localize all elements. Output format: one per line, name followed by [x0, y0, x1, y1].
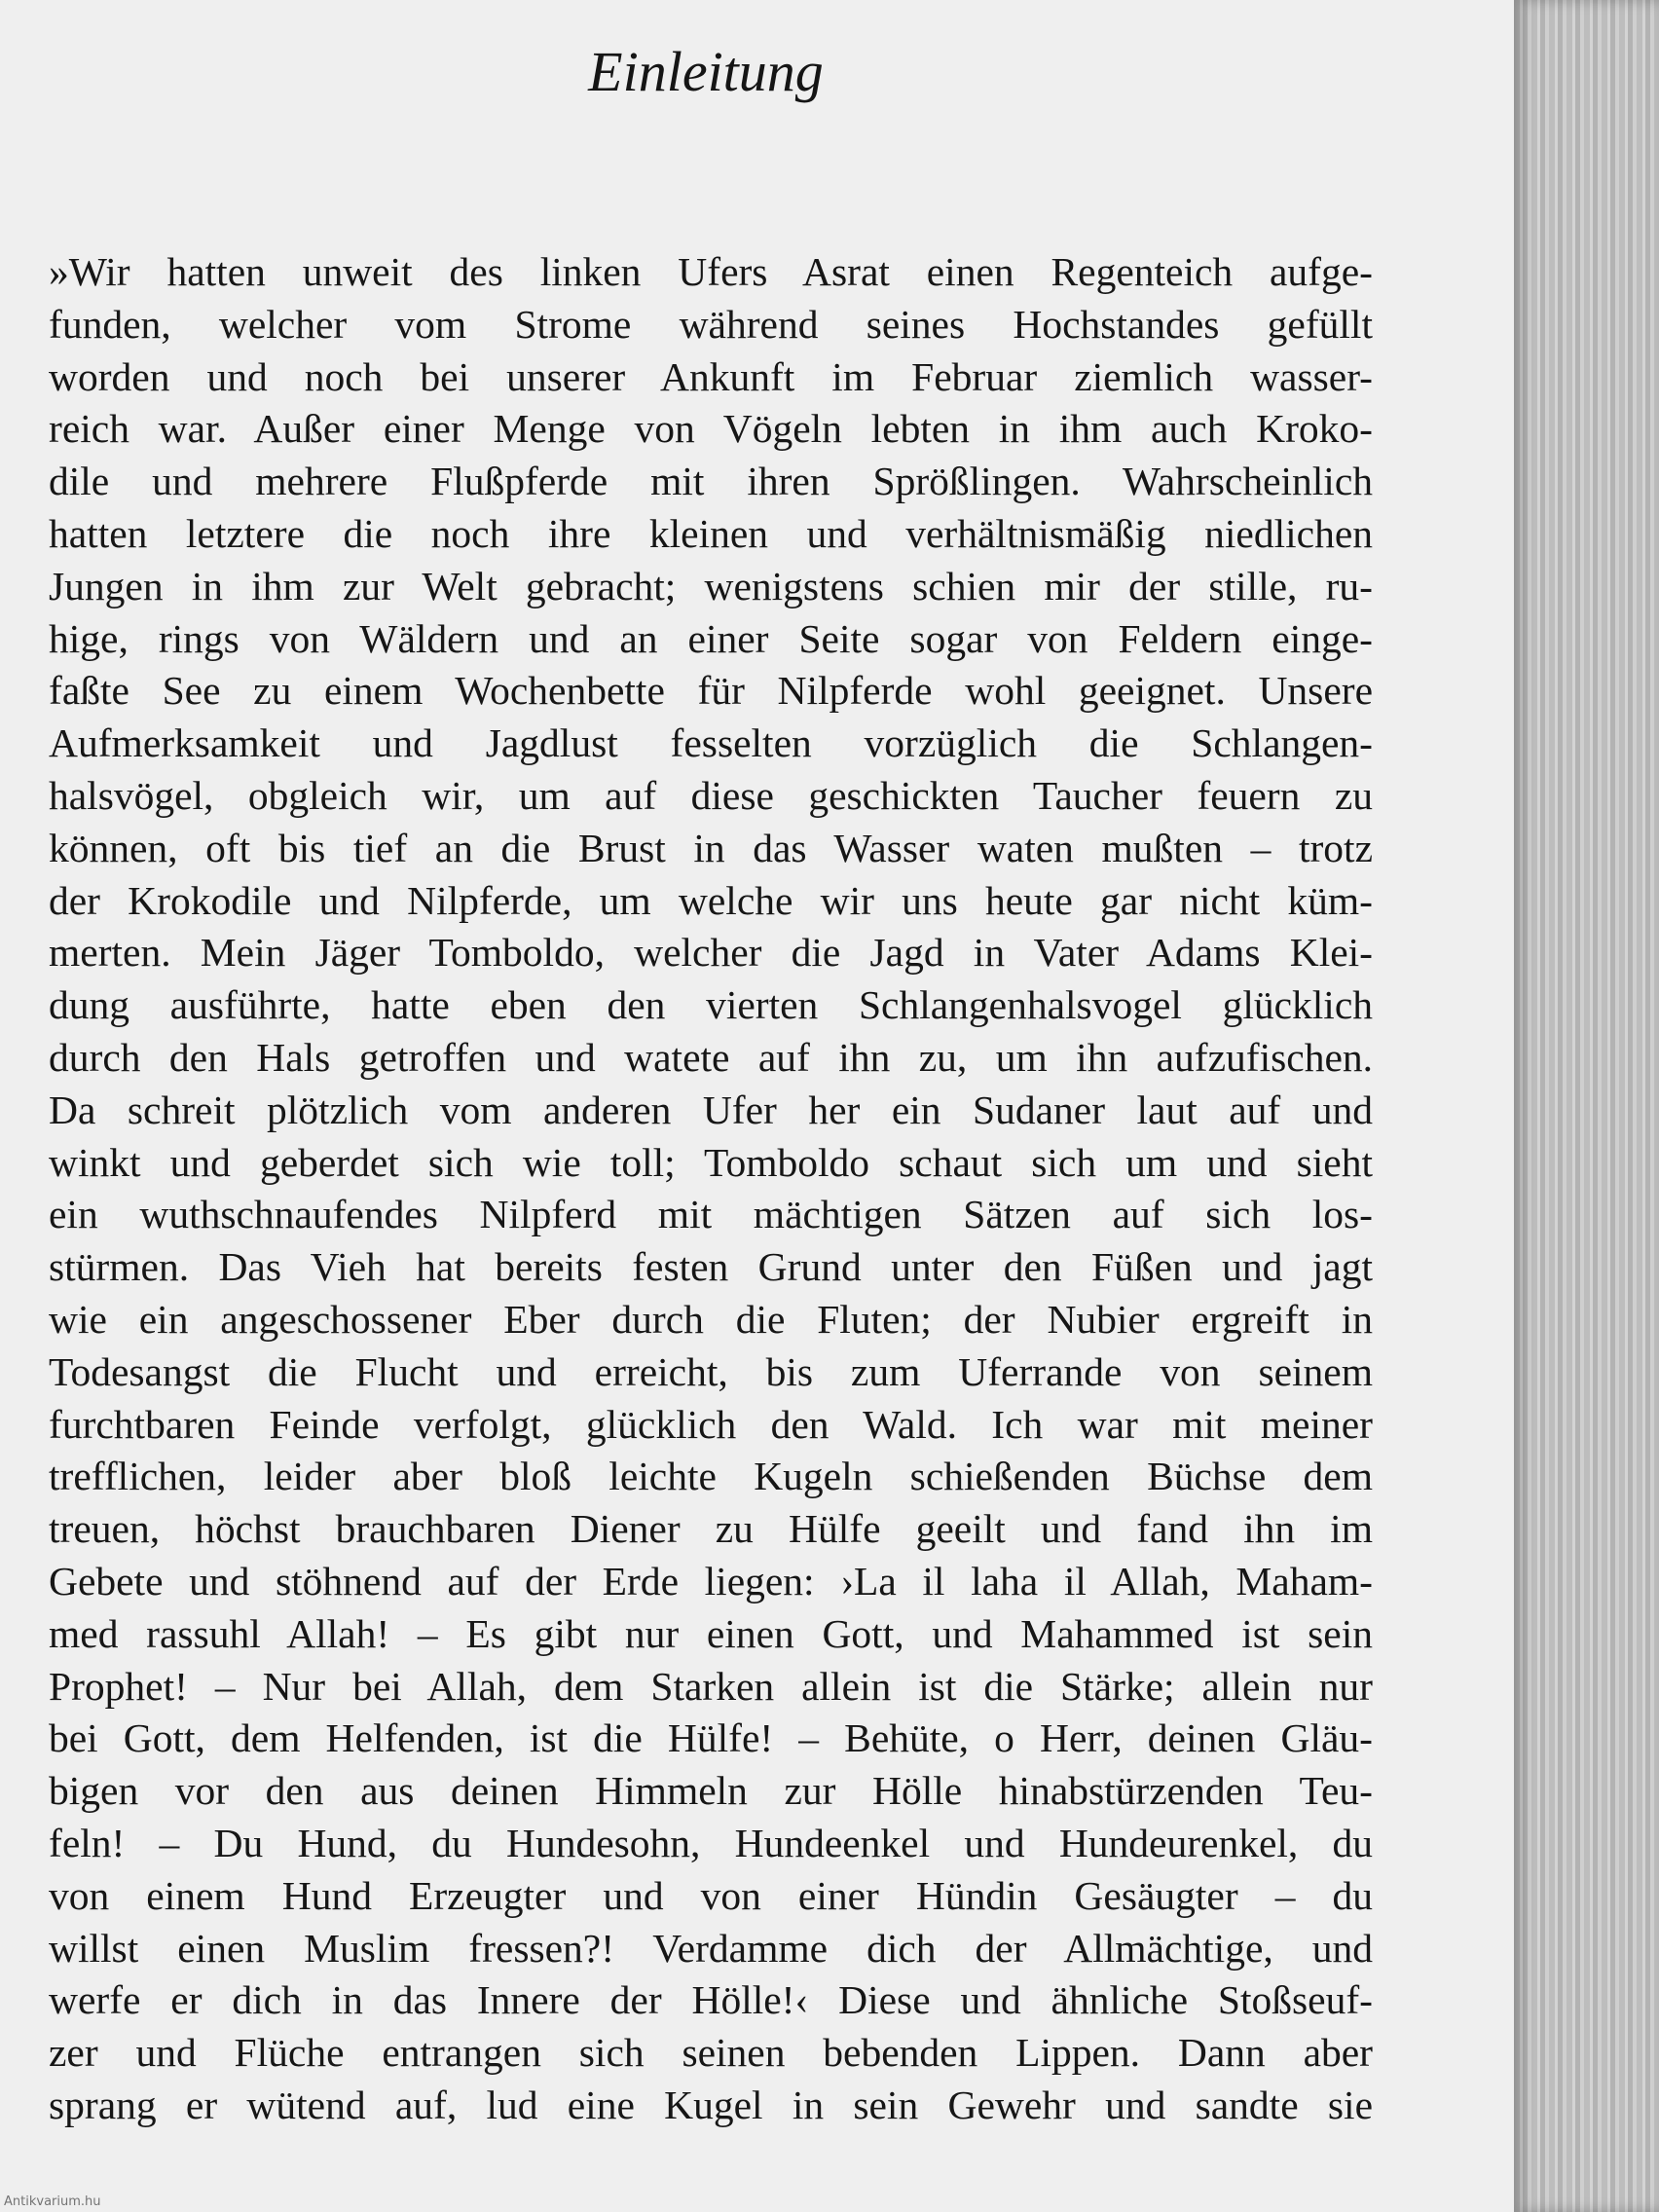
text-line: furchtbaren Feinde verfolgt, glücklich den Wald. Ich war mit meiner: [49, 1401, 1373, 1447]
text-line: funden, welcher vom Strome während seines Hochstandes gefüllt: [49, 301, 1373, 347]
text-line: dung ausführte, hatte eben den vierten Schlangenhalsvogel glücklich: [49, 982, 1373, 1028]
body-text: [49, 246, 1373, 2132]
text-line: willst einen Muslim fressen?! Verdamme dich der Allmächtige, und: [49, 1925, 1373, 1971]
text-line: hige, rings von Wäldern und an einer Seite sogar von Feldern einge-: [49, 615, 1373, 661]
text-line: halsvögel, obgleich wir, um auf diese geschickten Taucher feuern zu: [49, 772, 1373, 818]
text-line: trefflichen, leider aber bloß leichte Kugeln schießenden Büchse dem: [49, 1454, 1373, 1499]
text-line: durch den Hals getroffen und watete auf ihn zu, um ihn aufzufischen.: [49, 1034, 1373, 1080]
text-line: med rassuhl Allah! – Es gibt nur einen Gott, und Mahammed ist sein: [49, 1610, 1373, 1656]
text-line: von einem Hund Erzeugter und von einer Hündin Gesäugter – du: [49, 1872, 1373, 1918]
text-line: werfe er dich in das Innere der Hölle!‹ Diese und ähnliche Stoßseuf-: [49, 1977, 1373, 2023]
text-line: können, oft bis tief an die Brust in das Wasser waten mußten – trotz: [49, 825, 1373, 870]
text-line: sprang er wütend auf, lud eine Kugel in sein Gewehr und sandte sie: [49, 2082, 1373, 2127]
text-line: der Krokodile und Nilpferde, um welche wir uns heute gar nicht küm-: [49, 877, 1373, 923]
text-line: zer und Flüche entrangen sich seinen bebenden Lippen. Dann aber: [49, 2030, 1373, 2076]
text-line: reich war. Außer einer Menge von Vögeln lebten in ihm auch Kroko-: [49, 406, 1373, 452]
text-line: Aufmerksamkeit und Jagdlust fesselten vorzüglich die Schlangen-: [49, 720, 1373, 766]
text-line: bei Gott, dem Helfenden, ist die Hülfe! – Behüte, o Herr, deinen Gläu-: [49, 1715, 1373, 1761]
text-line: Gebete und stöhnend auf der Erde liegen: ›La il laha il Allah, Maham-: [49, 1558, 1373, 1604]
text-line: bigen vor den aus deinen Himmeln zur Hölle hinabstürzenden Teu-: [49, 1768, 1373, 1814]
text-line: treuen, höchst brauchbaren Diener zu Hülfe geeilt und fand ihn im: [49, 1506, 1373, 1552]
text-line: Da schreit plötzlich vom anderen Ufer her ein Sudaner laut auf und: [49, 1087, 1373, 1132]
text-line: hatten letztere die noch ihre kleinen und verhältnismäßig niedlichen: [49, 510, 1373, 556]
watermark: Antikvarium.hu: [4, 2194, 101, 2209]
text-line: feln! – Du Hund, du Hundesohn, Hundeenkel und Hundeurenkel, du: [49, 1820, 1373, 1865]
text-line: Prophet! – Nur bei Allah, dem Starken allein ist die Stärke; allein nur: [49, 1663, 1373, 1709]
page-heading: Einleitung: [588, 40, 824, 103]
text-line: stürmen. Das Vieh hat bereits festen Grund unter den Füßen und jagt: [49, 1244, 1373, 1290]
text-line: faßte See zu einem Wochenbette für Nilpferde wohl geeignet. Unsere: [49, 668, 1373, 714]
text-line: winkt und geberdet sich wie toll; Tomboldo schaut sich um und sieht: [49, 1139, 1373, 1185]
book-page-edges: [1514, 0, 1659, 2212]
text-line: dile und mehrere Flußpferde mit ihren Sprößlingen. Wahrscheinlich: [49, 459, 1373, 504]
text-line: Jungen in ihm zur Welt gebracht; wenigstens schien mir der stille, ru-: [49, 563, 1373, 608]
text-line: worden und noch bei unserer Ankunft im Februar ziemlich wasser-: [49, 353, 1373, 399]
text-line: Todesangst die Flucht und erreicht, bis zum Uferrande von seinem: [49, 1348, 1373, 1394]
text-line: merten. Mein Jäger Tomboldo, welcher die Jagd in Vater Adams Klei-: [49, 930, 1373, 976]
text-line: wie ein angeschossener Eber durch die Fluten; der Nubier ergreift in: [49, 1296, 1373, 1342]
text-line: ein wuthschnaufendes Nilpferd mit mächtigen Sätzen auf sich los-: [49, 1192, 1373, 1237]
text-line: »Wir hatten unweit des linken Ufers Asrat einen Regenteich aufge-: [49, 249, 1373, 294]
